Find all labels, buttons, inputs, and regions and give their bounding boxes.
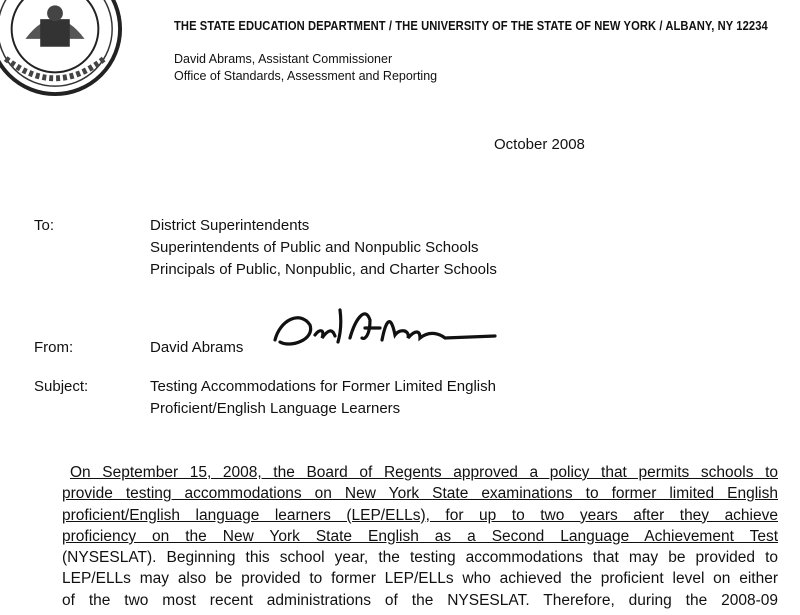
recipient: District Superintendents bbox=[150, 217, 310, 234]
body-line: proficient/English language learners (LEP/ELLs), for up to two years after they achieve bbox=[62, 506, 778, 524]
subject-line: Proficient/English Language Learners bbox=[150, 400, 401, 417]
body-line: of the two most recent administrations of the NYSESLAT. Therefore, during the 2008-09 bbox=[62, 591, 778, 609]
recipient: Superintendents of Public and Nonpublic Schools bbox=[150, 239, 479, 256]
body-line: (NYSESLAT). Beginning this school year, the testing accommodations that may be provided to bbox=[62, 549, 778, 567]
subject-label: Subject: bbox=[34, 378, 89, 395]
organization-header: THE STATE EDUCATION DEPARTMENT / THE UNIVERSITY OF THE STATE OF NEW YORK / ALBANY, NY 12234 bbox=[174, 18, 768, 33]
office-name: Office of Standards, Assessment and Reporting bbox=[174, 69, 438, 83]
body-line: proficiency on the New York State English as a Second Language Achievement Test bbox=[62, 527, 778, 545]
state-seal-logo bbox=[0, 0, 124, 98]
subject-line: Testing Accommodations for Former Limited English bbox=[150, 378, 496, 395]
recipient: Principals of Public, Nonpublic, and Charter Schools bbox=[150, 261, 497, 278]
sender-title: David Abrams, Assistant Commissioner bbox=[174, 52, 393, 66]
body-paragraph bbox=[62, 462, 778, 611]
from-label: From: bbox=[34, 339, 74, 356]
from-name: David Abrams bbox=[150, 339, 244, 356]
body-line: LEP/ELLs may also be provided to former LEP/ELLs who achieved the proficient level on either bbox=[62, 570, 778, 588]
body-line: provide testing accommodations on New York State examinations to former limited English bbox=[62, 485, 778, 503]
body-line: On September 15, 2008, the Board of Regents approved a policy that permits schools to bbox=[70, 464, 778, 481]
to-label: To: bbox=[34, 217, 55, 234]
memo-date: October 2008 bbox=[494, 136, 585, 153]
signature-image bbox=[270, 300, 500, 360]
